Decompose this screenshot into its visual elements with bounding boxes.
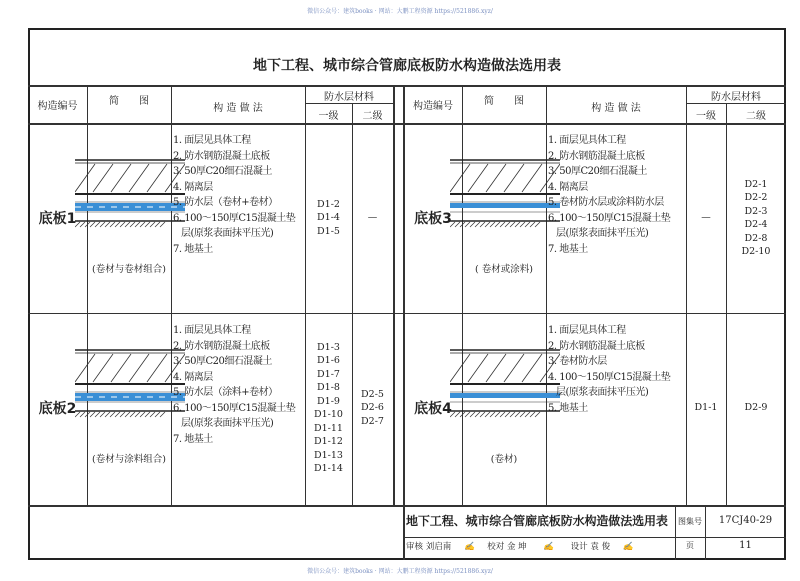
material-code: D1-5: [317, 225, 340, 237]
level1-materials: [686, 211, 726, 225]
level2-materials: [352, 211, 393, 225]
level2-materials: [726, 401, 786, 415]
rule: [28, 85, 786, 87]
diagram-caption: (卷材): [490, 454, 518, 465]
table-title: 地下工程、城市综合管廊底板防水构造做法选用表: [253, 58, 561, 74]
header-level2: 二级: [362, 111, 383, 122]
signature-row: [406, 540, 674, 552]
header-diagram: 简 图: [109, 96, 149, 107]
section-diagram: [450, 348, 560, 418]
material-code: D2-10: [741, 246, 771, 257]
material-code: D1-9: [317, 395, 340, 407]
rule: [28, 313, 786, 314]
rule: [403, 85, 405, 560]
method-step: 1. 面层见具体工程: [548, 325, 626, 336]
reviewer: 刘启南: [425, 542, 452, 552]
signature-icon: ✍: [622, 542, 634, 552]
method-step: 2. 防水钢筋混凝土底板: [173, 340, 270, 352]
diagram-caption: (卷材与卷材组合): [92, 264, 166, 275]
material-code: D2-7: [361, 415, 384, 427]
review-label: 审核: [406, 542, 424, 552]
header-code: 构造编号: [413, 101, 453, 112]
method-step: 层(原浆表面抹平压光): [173, 228, 274, 239]
method-step: 4. 100～150厚C15混凝土垫: [548, 371, 671, 383]
method-step: 4. 隔离层: [173, 371, 213, 383]
method-step: 3. 卷材防水层: [548, 356, 607, 367]
method-steps: [173, 323, 295, 447]
section-diagram: [450, 158, 560, 228]
method-step: 5. 防水层（卷材+卷材）: [173, 197, 278, 208]
rule: [686, 103, 786, 104]
material-code: D2-2: [744, 192, 768, 203]
material-code: D1-10: [314, 409, 343, 420]
page-label: 页: [686, 541, 694, 550]
material-code: D1-7: [317, 368, 340, 380]
signature-icon: ✍: [463, 542, 475, 552]
check-label: 校对: [487, 542, 505, 552]
design-label: 设计: [570, 542, 588, 552]
method-step: 6. 100～150厚C15混凝土垫: [173, 212, 296, 224]
material-code: D1-3: [317, 341, 340, 353]
method-step: 1. 面层见具体工程: [173, 325, 251, 336]
header-level2: 二级: [746, 111, 766, 122]
material-code: —: [367, 212, 378, 224]
method-step: 5. 地基土: [548, 402, 588, 414]
rule: [686, 85, 687, 505]
material-code: D2-8: [744, 232, 768, 244]
method-step: 5. 卷材防水层或涂料防水层: [548, 197, 664, 208]
level2-materials: [726, 178, 786, 259]
material-code: D2-1: [744, 178, 768, 190]
method-step: 3. 50厚C20细石混凝土: [173, 166, 272, 177]
construction-code: 底板1: [38, 211, 77, 227]
section-diagram: [75, 348, 185, 418]
rule: [675, 505, 676, 560]
rule: [28, 123, 786, 125]
method-step: 7. 地基土: [548, 243, 588, 255]
rule: [546, 85, 547, 505]
material-code: D2-4: [744, 219, 768, 230]
rule: [462, 85, 463, 505]
method-step: 1. 面层见具体工程: [173, 135, 251, 146]
diagram-caption: ( 卷材或涂料): [475, 264, 533, 275]
method-steps: [548, 323, 670, 416]
method-step: 3. 50厚C20细石混凝土: [548, 166, 647, 177]
checker: 金 坤: [506, 542, 527, 552]
section-diagram: [75, 158, 185, 228]
construction-code: 底板4: [414, 401, 452, 417]
material-code: D1-1: [694, 402, 718, 414]
construction-code: 底板3: [414, 211, 452, 227]
rule: [393, 85, 395, 505]
material-code: D1-12: [314, 436, 343, 447]
material-code: D2-5: [361, 388, 384, 400]
material-code: —: [701, 212, 711, 224]
rule: [705, 505, 706, 560]
material-code: D1-6: [317, 355, 340, 366]
material-code: D2-3: [744, 205, 768, 217]
method-step: 2. 防水钢筋混凝土底板: [548, 340, 645, 352]
method-steps: [173, 133, 295, 257]
method-step: 7. 地基土: [173, 433, 213, 445]
method-step: 7. 地基土: [173, 243, 213, 255]
level1-materials: [686, 401, 726, 415]
material-code: D1-14: [314, 463, 343, 474]
method-step: 层(原浆表面抹平压光): [548, 228, 649, 239]
atlas-label: 图集号: [678, 517, 702, 526]
designer: 袁 俊: [590, 542, 611, 552]
watermark-bottom: 微信公众号：建筑books · 网站：大鹏工程资源 https://521886.xyz/: [307, 568, 493, 575]
method-step: 5. 防水层（涂料+卷材）: [173, 387, 278, 398]
rule: [87, 85, 88, 505]
method-step: 2. 防水钢筋混凝土底板: [548, 150, 645, 162]
material-code: D2-6: [361, 402, 384, 414]
header-code: 构造编号: [37, 101, 78, 112]
header-method: 构 造 做 法: [591, 103, 641, 114]
material-code: D1-2: [317, 198, 340, 210]
material-code: D1-8: [317, 382, 340, 393]
header-level1: 一级: [318, 111, 339, 122]
material-code: D1-11: [314, 422, 343, 434]
method-step: 3. 50厚C20细石混凝土: [173, 356, 272, 367]
header-method: 构 造 做 法: [213, 103, 263, 114]
level1-materials: [305, 198, 352, 239]
method-steps: [548, 133, 670, 257]
diagram-caption: (卷材与涂料组合): [92, 454, 166, 465]
method-step: 2. 防水钢筋混凝土底板: [173, 150, 270, 162]
rule: [171, 85, 172, 505]
method-step: 6. 100～150厚C15混凝土垫: [173, 402, 296, 414]
page-number: 11: [739, 540, 752, 551]
method-step: 4. 隔离层: [173, 181, 213, 193]
atlas-number: 17CJ40-29: [718, 515, 773, 526]
method-step: 1. 面层见具体工程: [548, 135, 626, 146]
header-diagram: 简 图: [484, 96, 524, 107]
rule: [726, 103, 727, 505]
material-code: D1-4: [317, 212, 340, 224]
rule: [404, 537, 786, 538]
material-code: D2-9: [744, 402, 768, 414]
method-step: 层(原浆表面抹平压光): [548, 387, 649, 398]
level1-materials: [305, 341, 352, 476]
method-step: 4. 隔离层: [548, 181, 588, 193]
header-level1: 一级: [696, 111, 716, 122]
rule: [352, 103, 353, 505]
method-step: 层(原浆表面抹平压光): [173, 418, 274, 429]
construction-code: 底板2: [38, 401, 77, 417]
material-code: D1-13: [314, 449, 343, 461]
rule: [28, 505, 786, 507]
header-material: 防水层材料: [324, 92, 374, 103]
level2-materials: [352, 388, 393, 429]
method-step: 6. 100～150厚C15混凝土垫: [548, 212, 671, 224]
header-material: 防水层材料: [711, 92, 761, 103]
signature-icon: ✍: [543, 542, 554, 552]
titleblock-title: 地下工程、城市综合管廊底板防水构造做法选用表: [406, 514, 668, 528]
rule: [305, 103, 393, 104]
watermark-top: 微信公众号：建筑books · 网站：大鹏工程资源 https://521886.xyz/: [307, 8, 493, 15]
